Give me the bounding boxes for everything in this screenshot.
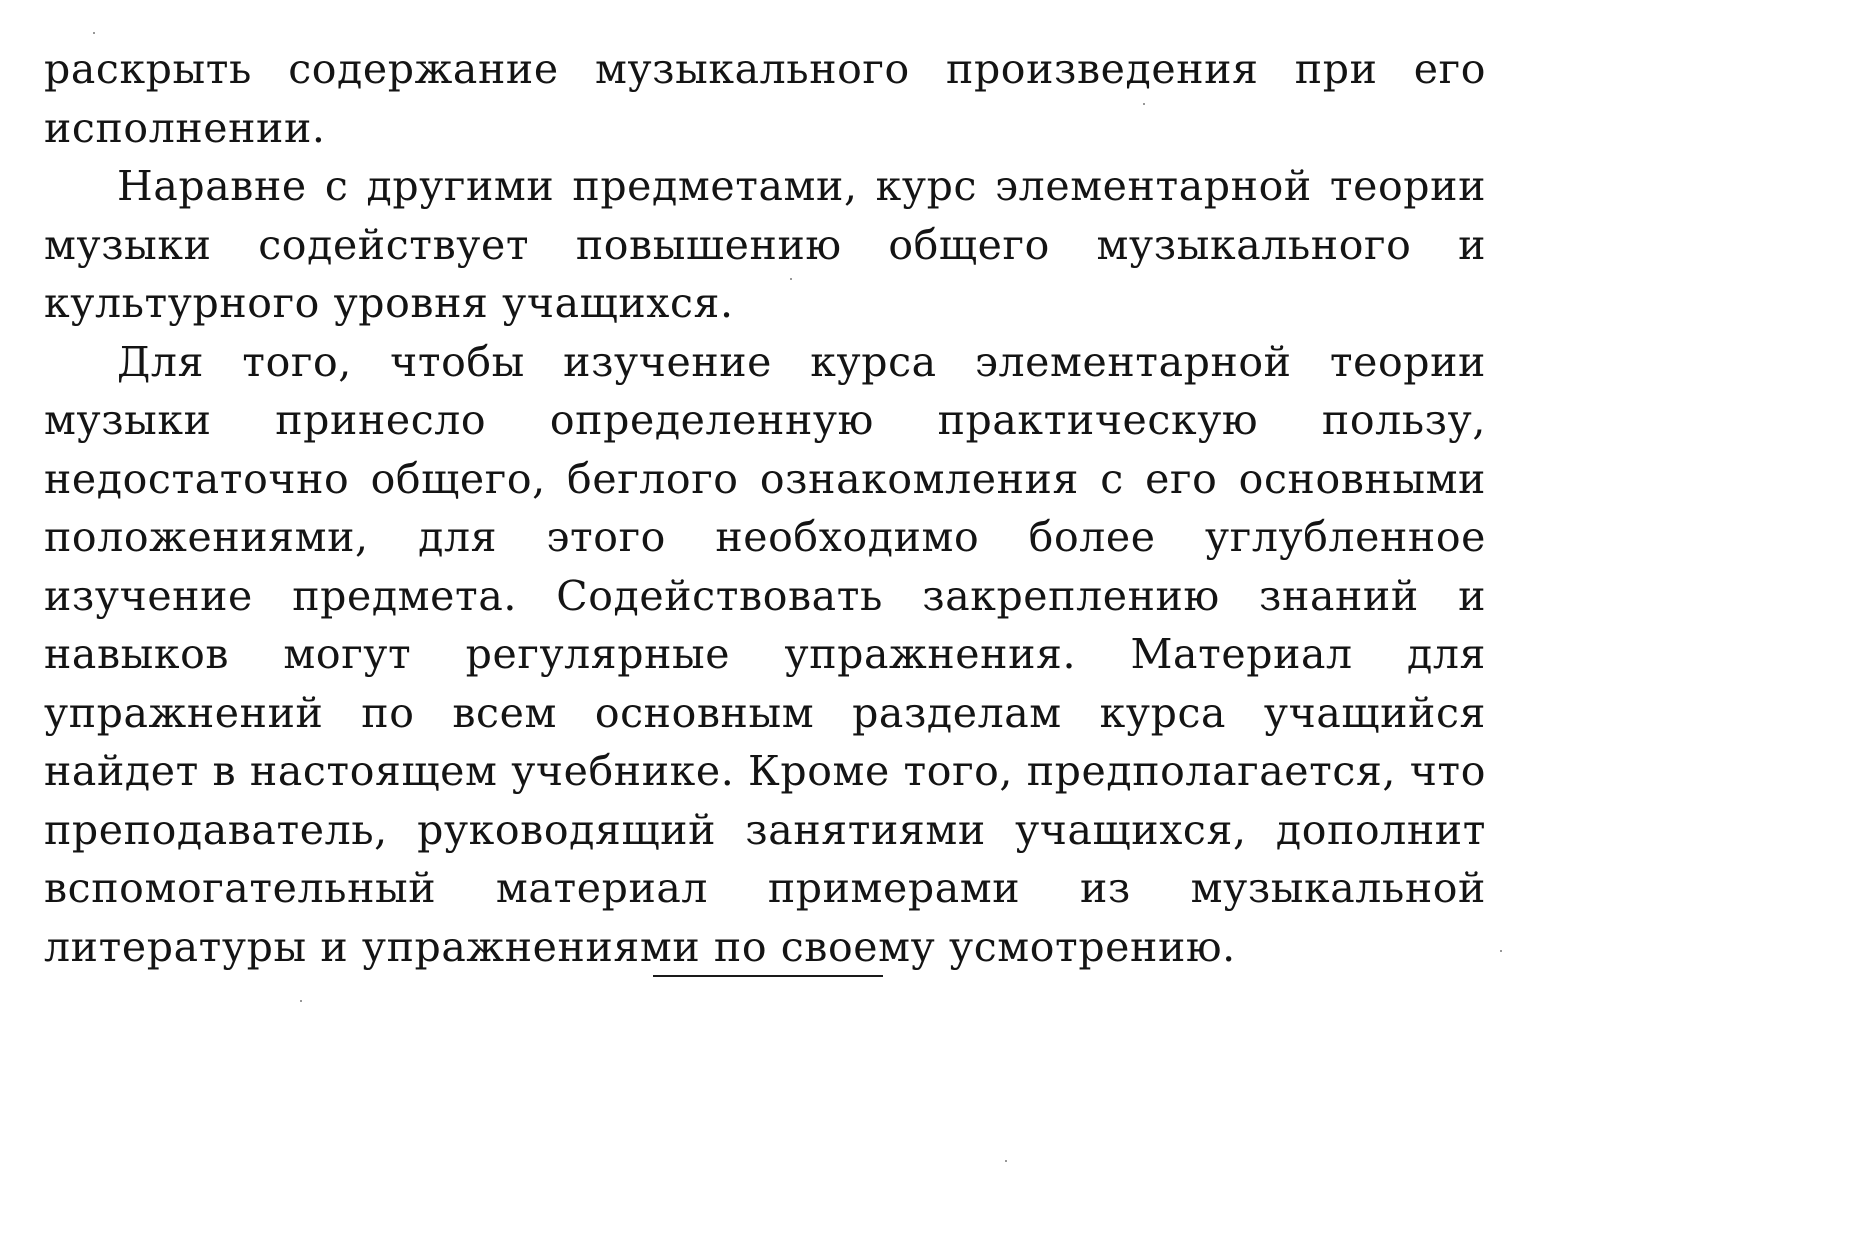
scan-speck [1143,103,1145,105]
scan-speck [790,278,792,280]
scan-speck [1005,1160,1007,1162]
section-end-rule [653,975,883,977]
paragraph-exercises: Для того, чтобы изучение курса элементарной теории музыки принесло определенную практическую пользу, недостаточно общего, беглого ознакомления с его основными положениями, для этого необходимо более углубленное изучение предмета. Содействовать закреплению знаний и навыков могут регулярные упражнения. Материал для упражнений по всем основным разделам курса учащийся найдет в настоящем учебнике. Кроме того, предполагается, что преподаватель, руководящий занятиями учащихся, дополнит вспомогательный материал примерами из музыкальной литературы и упражнениями по своему усмотрению. [44,337,1486,971]
paragraph-course-role: Наравне с другими предметами, курс элементарной теории музыки содействует повышению общего музыкального и культурного уровня учащихся. [44,162,1486,327]
scan-speck [1500,950,1502,952]
body-text [44,40,1486,976]
scan-speck [93,32,95,34]
scan-speck [300,1000,302,1002]
paragraph-continuation: раскрыть содержание музыкального произведения при его исполнении. [44,45,1486,152]
